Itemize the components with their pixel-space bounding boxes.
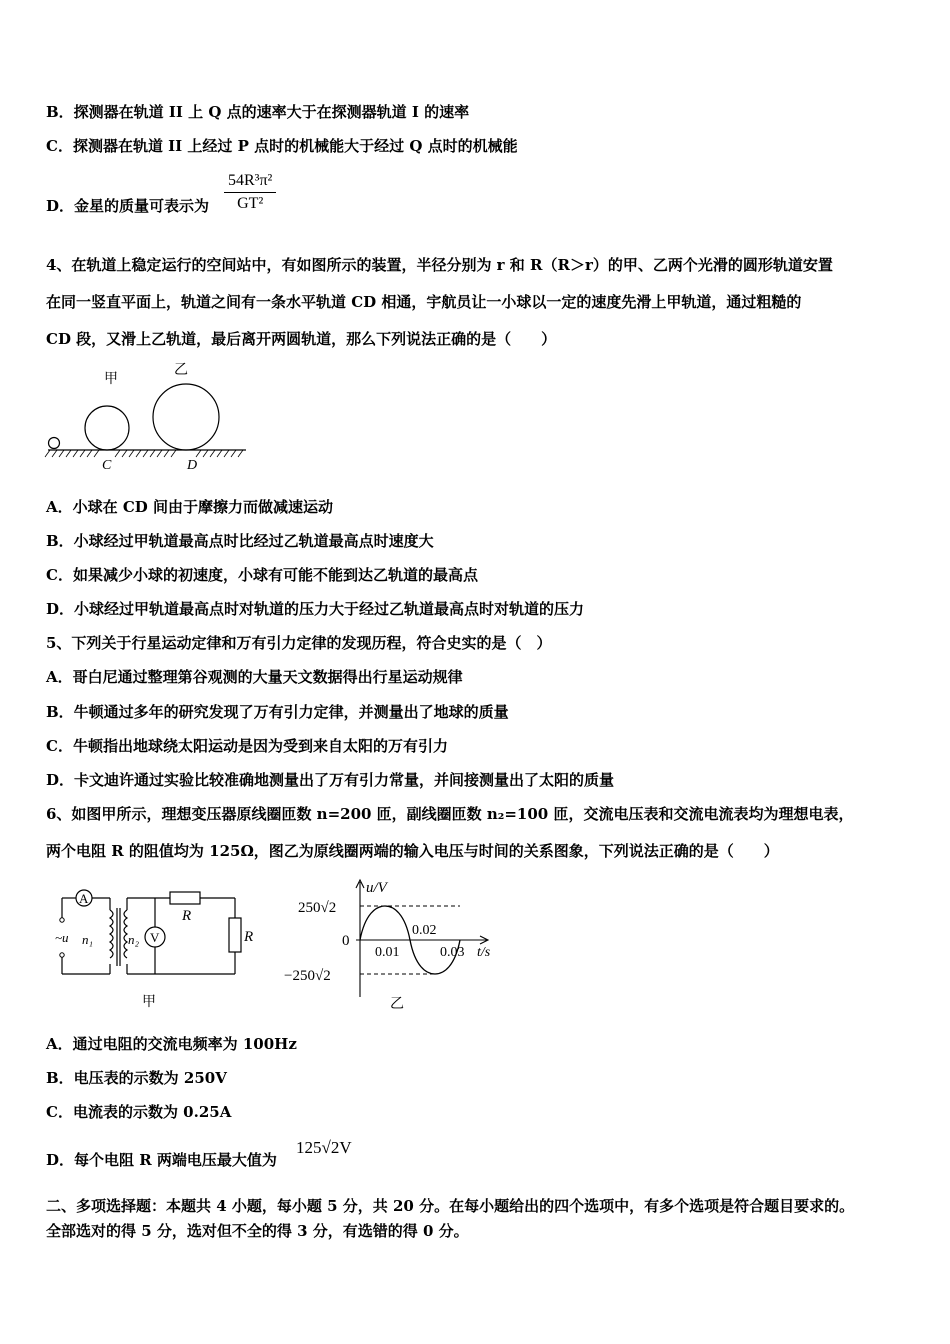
fig-label-c: C: [102, 458, 112, 473]
q3-mass-formula: [224, 172, 276, 213]
fig-label-jia: 甲: [104, 372, 118, 387]
origin-label: 0: [342, 933, 350, 949]
q6-stem-line1: 6、如图甲所示，理想变压器原线圈匝数 n=200 匝，副线圈匝数 n₂=100 匝，交流电压表和交流电流表均为理想电表，: [46, 805, 854, 823]
q6-option-c: C．电流表的示数为 0.25A: [46, 1103, 232, 1121]
q4-option-d: D．小球经过甲轨道最高点时对轨道的压力大于经过乙轨道最高点时对轨道的压力: [46, 600, 585, 618]
q6-circuit-figure: [50, 880, 270, 1015]
ammeter-label: A: [79, 891, 89, 906]
q4-option-b: B．小球经过甲轨道最高点时比经过乙轨道最高点时速度大: [46, 532, 434, 550]
tick-label-002: 0.02: [412, 923, 437, 938]
q6-option-d-value: 125√2V: [296, 1138, 352, 1157]
q3-formula-numerator: 54R³π²: [224, 172, 276, 193]
y-axis-label: u/V: [366, 880, 387, 896]
source-label: ~u: [55, 930, 69, 945]
terminal-top: [60, 918, 64, 922]
q4-stem-line2: 在同一竖直平面上，轨道之间有一条水平轨道 CD 相通，宇航员让一小球以一定的速度先滑上甲轨道，通过粗糙的: [46, 293, 802, 311]
ground-hatching: [45, 450, 243, 457]
q3-formula-denominator: GT²: [237, 195, 264, 212]
q4-stem-line3: CD 段，又滑上乙轨道，最后离开两圆轨道，那么下列说法正确的是（ ）: [46, 330, 557, 348]
circle-track-yi: [153, 384, 219, 450]
q4-stem-line1: 4、在轨道上稳定运行的空间站中，有如图所示的装置，半径分别为 r 和 R（R＞r）的甲、乙两个光滑的圆形轨道安置: [46, 256, 833, 274]
resistor-top-label: R: [182, 908, 192, 924]
fig-label-d: D: [187, 458, 198, 473]
graph-caption: 乙: [390, 997, 404, 1012]
q3-option-b: B．探测器在轨道 II 上 Q 点的速率大于在探测器轨道 I 的速率: [46, 103, 470, 121]
circle-track-jia: [85, 406, 129, 450]
tick-label-003: 0.03: [440, 945, 465, 960]
q3-option-c: C．探测器在轨道 II 上经过 P 点时的机械能大于经过 Q 点时的机械能: [46, 137, 518, 155]
n1-label: n₁: [82, 932, 94, 947]
q4-option-a: A．小球在 CD 间由于摩擦力而做减速运动: [46, 498, 334, 516]
section2-line2: 全部选对的得 5 分，选对但不全的得 3 分，有选错的得 0 分。: [46, 1222, 469, 1240]
q6-option-b: B．电压表的示数为 250V: [46, 1069, 227, 1087]
q4-option-c: C．如果减少小球的初速度，小球有可能不能到达乙轨道的最高点: [46, 566, 478, 584]
tick-label-001: 0.01: [375, 945, 400, 960]
q5-option-a: A．哥白尼通过整理第谷观测的大量天文数据得出行星运动规律: [46, 668, 463, 686]
circuit-caption: 甲: [142, 995, 156, 1010]
fig-label-yi: 乙: [174, 363, 188, 378]
q6-voltage-graph: [280, 872, 510, 1014]
y-min-label: −250√2: [284, 968, 331, 984]
small-ball: [49, 438, 60, 449]
resistor-top: [170, 892, 200, 904]
q3-option-d: D．金星的质量可表示为: [46, 197, 210, 215]
n2-label: n₂: [128, 932, 140, 947]
q6-option-d: D．每个电阻 R 两端电压最大值为: [46, 1151, 277, 1169]
q5-option-b: B．牛顿通过多年的研究发现了万有引力定律，并测量出了地球的质量: [46, 703, 509, 721]
q5-option-c: C．牛顿指出地球绕太阳运动是因为受到来自太阳的万有引力: [46, 737, 448, 755]
q6-stem-line2: 两个电阻 R 的阻值均为 125Ω，图乙为原线圈两端的输入电压与时间的关系图象，下列说法正确的是（ ）: [46, 842, 779, 860]
section2-line1: 二、多项选择题：本题共 4 小题，每小题 5 分，共 20 分。在每小题给出的四个选项中，有多个选项是符合题目要求的。: [46, 1197, 855, 1215]
resistor-right: [229, 918, 241, 952]
y-max-label: 250√2: [298, 900, 337, 916]
x-axis-label: t/s: [477, 945, 491, 960]
resistor-right-label: R: [244, 929, 254, 945]
q5-stem: 5、下列关于行星运动定律和万有引力定律的发现历程，符合史实的是（ ）: [46, 634, 552, 652]
q4-track-figure: [44, 358, 254, 473]
voltmeter-label: V: [150, 930, 160, 945]
q5-option-d: D．卡文迪许通过实验比较准确地测量出了万有引力常量，并间接测量出了太阳的质量: [46, 771, 615, 789]
q6-option-a: A．通过电阻的交流电频率为 100Hz: [46, 1035, 297, 1053]
terminal-bottom: [60, 953, 64, 957]
